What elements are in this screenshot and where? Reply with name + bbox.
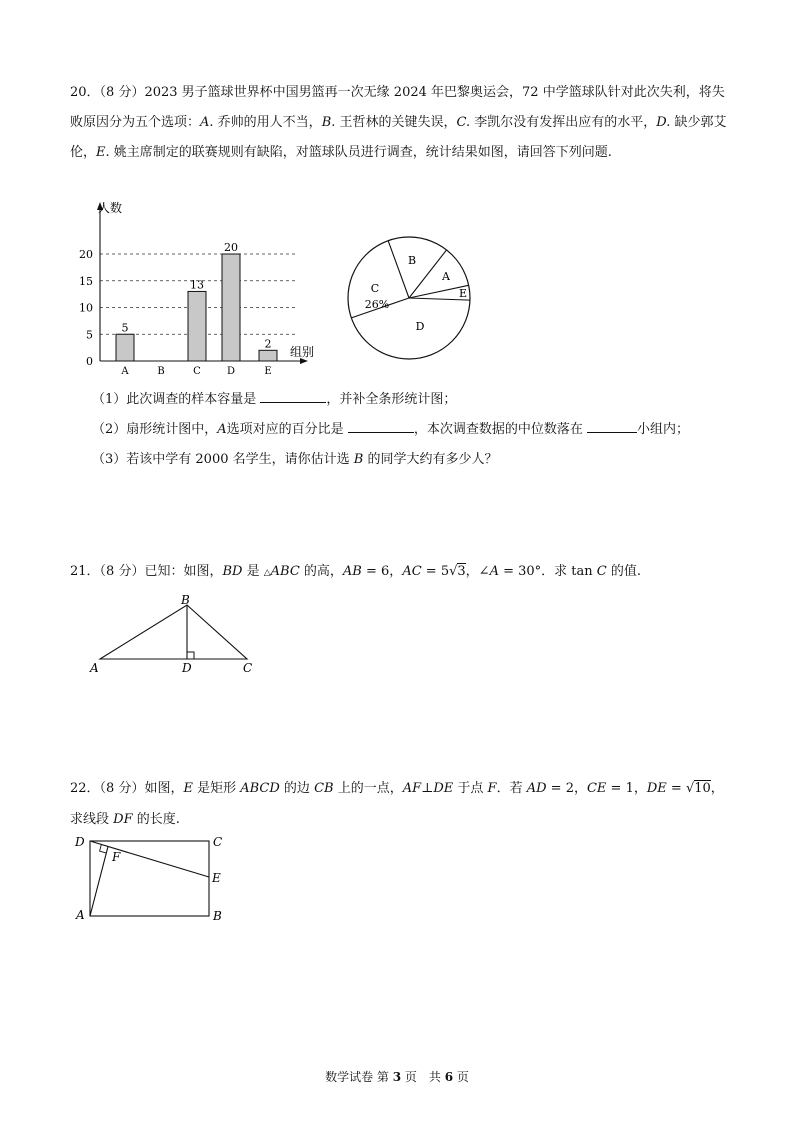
q22-line2: 求线段 DF 的长度.	[70, 812, 180, 827]
segment-de	[90, 841, 209, 877]
label-a: A	[76, 908, 85, 922]
x-tick-label: A	[121, 366, 129, 376]
label-d: D	[75, 835, 85, 849]
bar-value-label: 13	[190, 278, 204, 292]
label-d: D	[182, 661, 192, 675]
bar-D	[222, 254, 240, 361]
segment-af	[90, 847, 108, 917]
label-a: A	[90, 661, 99, 675]
q20-stem: 20．（8 分）2023 男子篮球世界杯中国男篮再一次无缘 2024 年巴黎奥运会，72 中学篮球队针对此次失利，将失败原因分为五个选项：A. 乔帅的用人不当，B. 王哲林的关键失误，C. 李凯尔没有发挥出应有的水平，D. 缺少郭艾伦，E. 姚主席制定的联赛规则有缺陷，对篮球队员进行调查，统计结果如图，请回答下列问题.	[70, 85, 727, 160]
label-b: B	[181, 593, 190, 607]
x-tick-label: D	[226, 366, 236, 376]
page-footer: 数学试卷 第 3 页 共 6 页	[325, 1070, 469, 1084]
bar-C	[188, 291, 206, 361]
q20-sub1: （1）此次调查的样本容量是 ，并补全条形统计图；	[92, 392, 457, 407]
pie-label-D: D	[415, 320, 425, 333]
pie-label-A: A	[442, 270, 450, 283]
pie-chart	[340, 208, 490, 368]
pie-percent-label: 26%	[364, 298, 390, 311]
label-f: F	[112, 850, 121, 864]
q20-sub3: （3）若该中学有 2000 名学生，请你估计选 B 的同学大约有多少人？	[92, 452, 498, 467]
label-c: C	[213, 835, 223, 849]
label-c: C	[243, 661, 253, 675]
bar-value-label: 2	[264, 337, 272, 351]
y-tick-label: 5	[86, 328, 93, 342]
bar-E	[259, 350, 277, 361]
answer-blank[interactable]	[348, 420, 414, 433]
y-tick-label: 0	[86, 355, 93, 368]
pie-label-C: C	[370, 282, 380, 295]
pie-label-E: E	[458, 287, 468, 300]
y-tick-label: 20	[79, 248, 93, 261]
label-b: B	[213, 909, 222, 923]
x-tick-label: B	[157, 366, 165, 376]
q20-sub2: （2）扇形统计图中，A选项对应的百分比是 ，本次调查数据的中位数落在 小组内；	[92, 422, 689, 437]
bar-A	[116, 334, 134, 361]
triangle-abc	[100, 605, 247, 659]
x-tick-label: C	[193, 366, 201, 376]
bar-value-label: 20	[224, 241, 238, 254]
rectangle-abcd	[90, 841, 209, 916]
bar-value-label: 5	[121, 321, 129, 335]
answer-blank[interactable]	[587, 420, 637, 433]
triangle-figure	[80, 590, 270, 680]
right-angle-mark	[187, 652, 194, 659]
y-tick-label: 10	[79, 301, 93, 315]
label-e: E	[212, 871, 221, 885]
q22-stem: 22．（8 分）如图，E 是矩形 ABCD 的边 CB 上的一点，AF⊥DE 于点 F．若 AD = 2，CE = 1，DE = √10，	[70, 781, 724, 796]
question-number: 20．	[70, 85, 100, 100]
pie-edge-c-b	[388, 241, 409, 298]
y-tick-label: 15	[79, 274, 93, 288]
x-tick-label: E	[264, 366, 272, 376]
answer-blank[interactable]	[260, 390, 326, 403]
pie-label-B: B	[407, 254, 417, 267]
x-axis-title: 组别	[290, 345, 315, 359]
bar-chart	[70, 196, 330, 376]
q21-stem: 21．（8 分）已知：如图，BD 是 △ABC 的高，AB = 6，AC = 5√3，∠A = 30°．求 tan C 的值.	[70, 564, 641, 579]
sqrt-sign: √	[449, 564, 458, 579]
y-axis-title: 人数	[98, 201, 123, 215]
rectangle-figure	[72, 828, 242, 928]
sqrt-sign: √	[685, 781, 695, 796]
question-points: （8 分）	[99, 85, 145, 100]
